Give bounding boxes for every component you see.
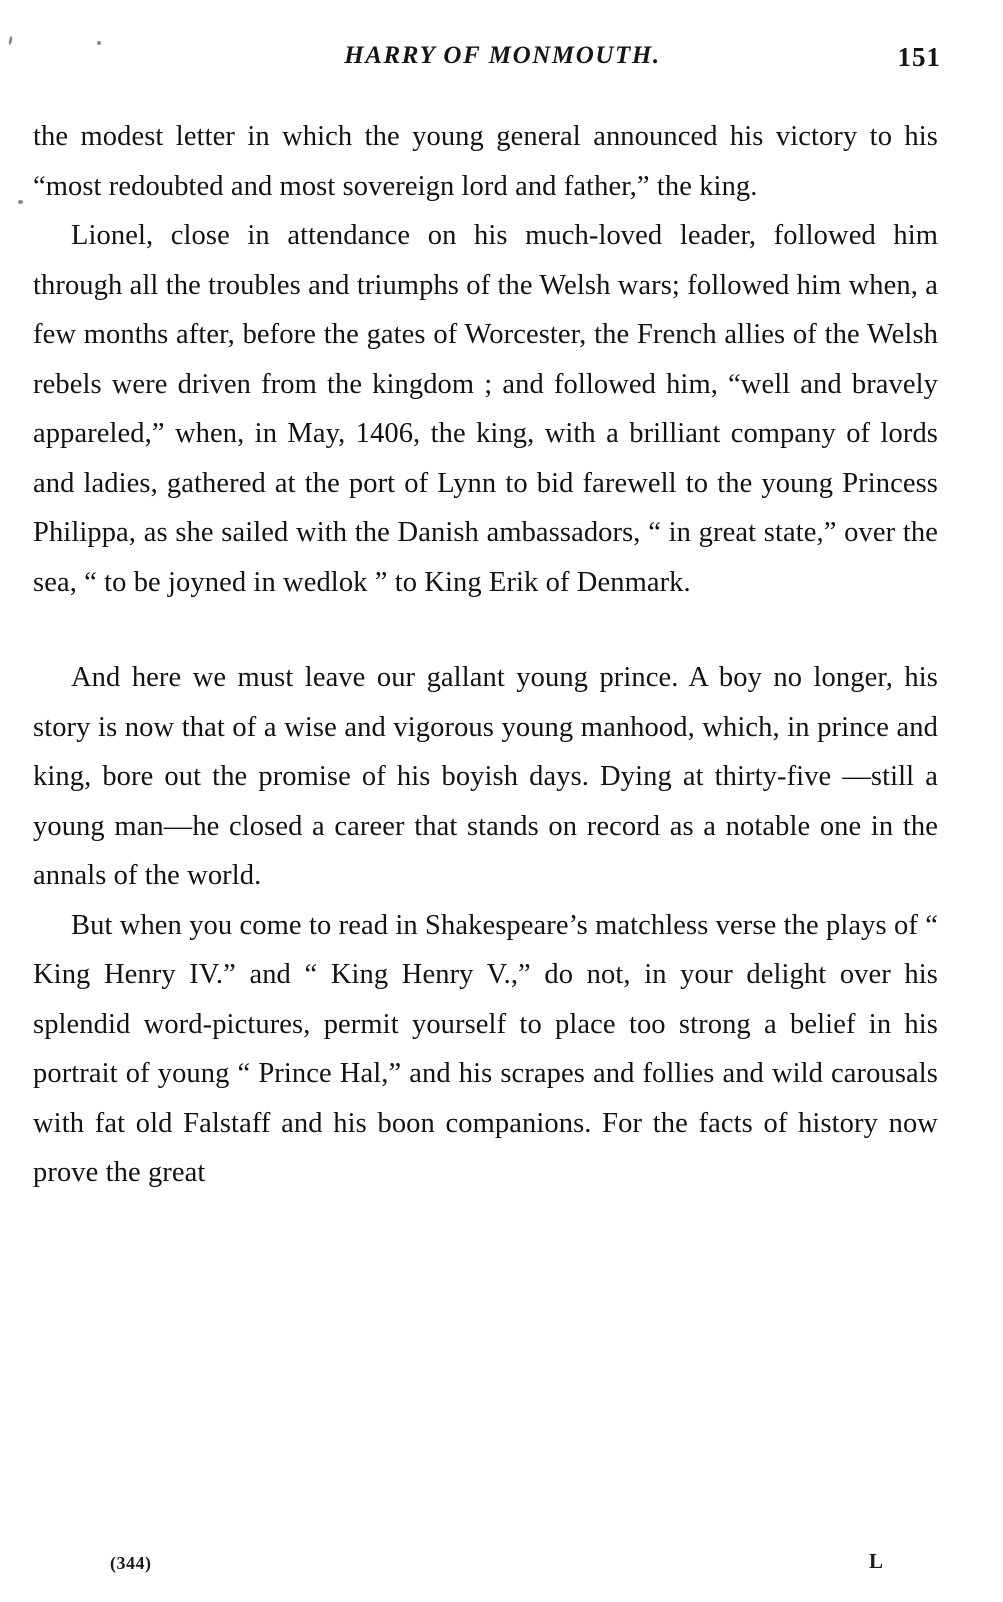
running-head xyxy=(0,42,1003,82)
paragraph: And here we must leave our gallant young prince. A boy no longer, his story is now that of a wise and vigorous young manhood, which, in prince and king, bore out the promise of his boyish days. Dying at thirty-five —still a young man—he closed a career that stands on record as a notable one in the annals of the world. xyxy=(33,662,938,891)
sheet-signature: L xyxy=(868,1549,883,1573)
paragraph-break xyxy=(33,607,938,653)
paragraph: Lionel, close in attendance on his much-loved leader, followed him through all the troubles and triumphs of the Welsh wars; followed him when, a few months after, before the gates of Worcester, the French allies of the Welsh rebels were driven from the kingdom ; and followed him, “well and bravely appareled,” when, in May, 1406, the king, with a brilliant company of lords and ladies, gathered at the port of Lynn to bid farewell to the young Princess Philippa, as she sailed with the Danish ambassadors, “ in great state,” over the sea, “ to be joyned in wedlok ” to King Erik of Denmark. xyxy=(33,220,938,598)
page-signature: (344) xyxy=(110,1553,152,1573)
page-speck xyxy=(18,200,23,204)
paragraph: But when you come to read in Shakespeare’s matchless verse the plays of “ King Henry IV.” and “ King Henry V.,” do not, in your delight over his splendid word-pictures, permit yourself to place too strong a belief in his portrait of young “ Prince Hal,” and his scrapes and follies and wild carousals with fat old Falstaff and his boon companions. For the facts of history now prove the great xyxy=(33,909,938,1188)
body-text xyxy=(33,112,938,1198)
page-footer xyxy=(0,1544,1003,1574)
paragraph: the modest letter in which the young general announced his victory to his “most redoubted and most sovereign lord and father,” the king. xyxy=(33,121,938,202)
page-title: HARRY OF MONMOUTH. xyxy=(344,42,661,69)
page-number: 151 xyxy=(897,42,941,72)
